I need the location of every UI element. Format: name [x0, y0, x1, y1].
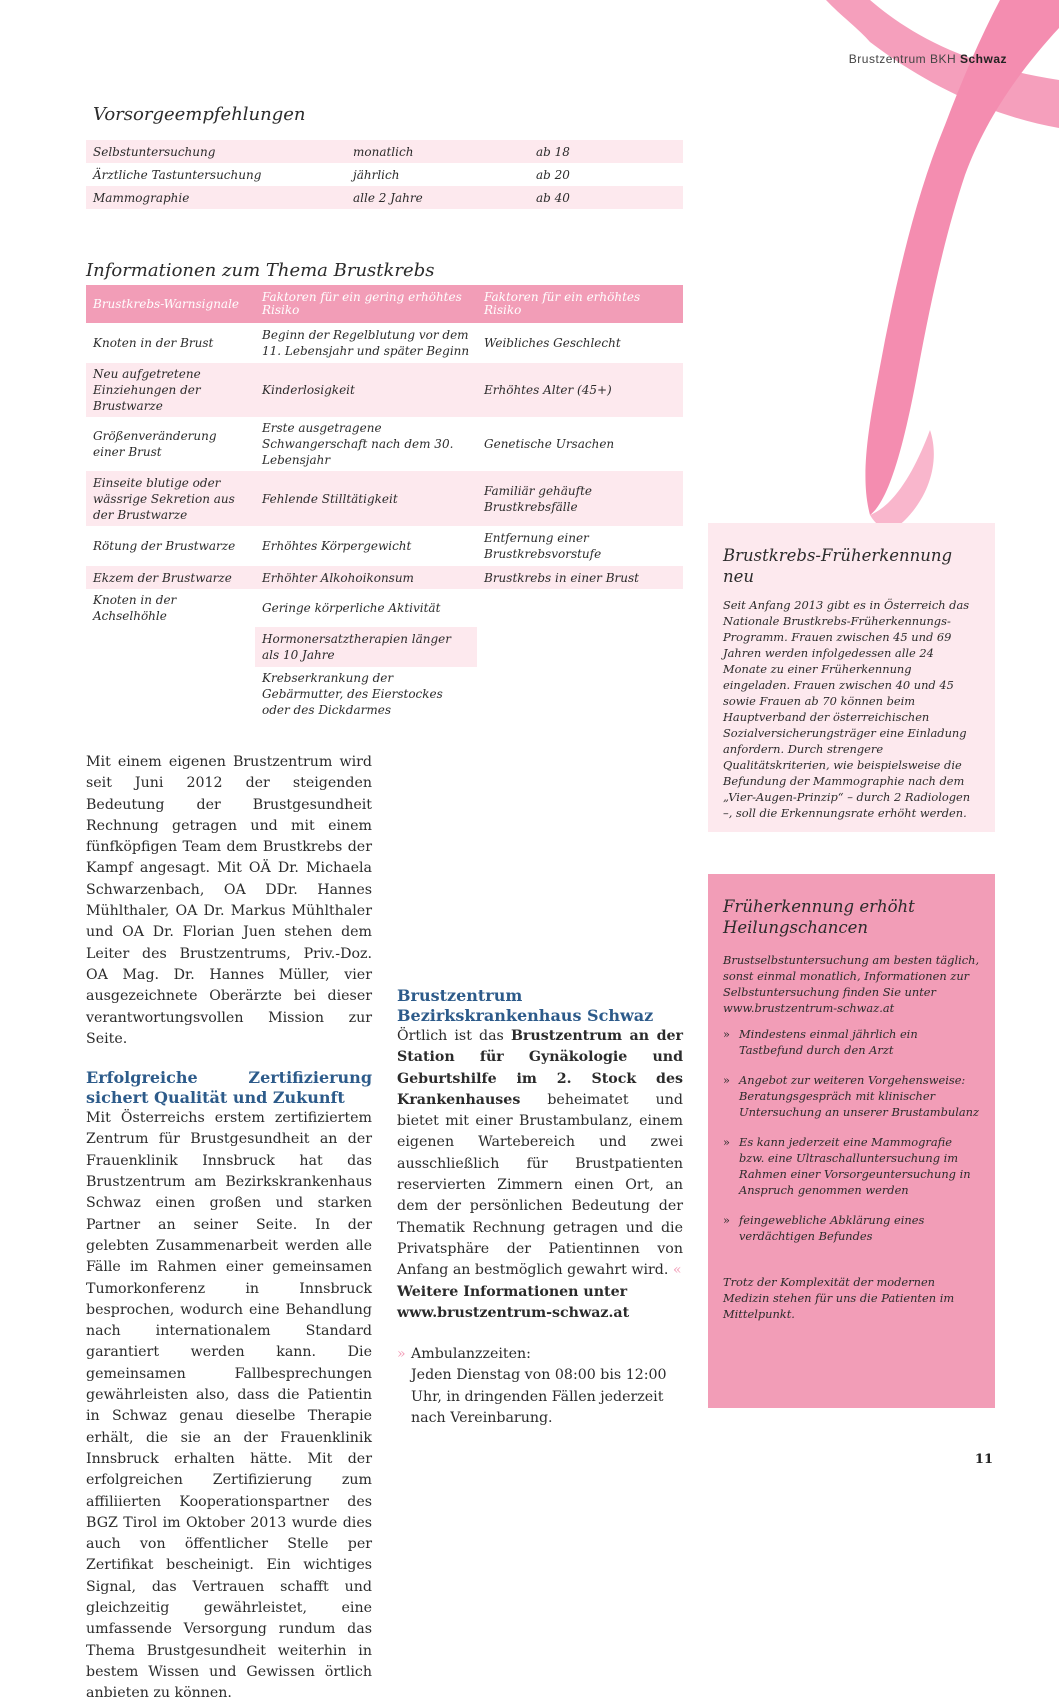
hours-block: [397, 1344, 683, 1429]
table-cell: [477, 667, 683, 721]
table-cell: Rötung der Brustwarze: [93, 539, 236, 553]
table-cell: Hormonersatztherapien länger als 10 Jahre: [255, 627, 477, 667]
box2-bullet: » feingewebliche Abklärung eines verdächtigen Befundes: [723, 1212, 980, 1244]
table-row: [86, 163, 683, 186]
table-row: [86, 186, 683, 209]
more-info-url[interactable]: www.brustzentrum-schwaz.at: [397, 1304, 630, 1321]
table-cell: [477, 627, 683, 667]
table-header: Faktoren für ein erhöhtes Risiko: [477, 285, 683, 323]
info-title: Informationen zum Thema Brustkrebs: [86, 260, 435, 281]
table-cell: Krebserkrankung der Gebärmutter, des Eierstockes oder des Dickdarmes: [262, 671, 443, 717]
table-row: [86, 526, 683, 566]
box1-text: Seit Anfang 2013 gibt es in Österreich das Nationale Brustkrebs-Früherkennungs-Programm. Frauen zwischen 45 und 69 Jahren werden infolgedessen alle 24 Monate zu einer Früherkennung eingeladen. Frauen zwischen 40 und 45 sowie Frauen ab 70 können beim Hauptverband der österreichischen Sozialversicherungsträger eine Einladung anfordern. Durch strengere Qualitätskriterien, wie beispielsweise die Befundung der Mammographie nach dem „Vier-Augen-Prinzip“ – durch 2 Radiologen –, soll die Erkennungsrate erhöht werden.: [723, 598, 971, 820]
box2-bullet: » Mindestens einmal jährlich ein Tastbefund durch den Arzt: [723, 1026, 980, 1058]
table-cell: Familiär gehäufte Brustkrebsfälle: [477, 471, 683, 526]
box2-bullet: » Angebot zur weiteren Vorgehensweise: Beratungsgespräch mit klinischer Untersuchung an unserer Brustambulanz: [723, 1072, 980, 1120]
table-cell: [86, 627, 255, 667]
box2-intro: Brustselbstuntersuchung am besten täglich, sonst einmal monatlich, Informationen zur Selbstuntersuchung finden Sie unter www.brustzentrum-schwaz.at: [723, 953, 980, 1015]
section2-lead: Örtlich ist das: [397, 1028, 504, 1044]
brand-light: Brustzentrum BKH: [848, 52, 957, 66]
table-header-row: [86, 285, 683, 323]
page-number: 11: [974, 1452, 993, 1467]
box1-title: Brustkrebs-Früherkennung neu: [723, 546, 953, 586]
article-column-1: [86, 752, 372, 1702]
table-row: [86, 323, 683, 363]
table-cell: Genetische Ursachen: [484, 437, 615, 451]
vorsorge-title: Vorsorgeempfehlungen: [93, 104, 306, 125]
chevron-right-icon: »: [397, 1346, 406, 1363]
brand-header: [849, 52, 1007, 66]
box2-title: Früherkennung erhöht Heilungschancen: [723, 897, 915, 937]
table-cell: Kinderlosigkeit: [255, 363, 477, 417]
section2-bold: Brustzentrum an der Station für Gynäkologie und Geburtshilfe im 2. Stock des Krankenhauses: [397, 1028, 684, 1108]
table-cell: Einseite blutige oder wässrige Sekretion aus der Brustwarze: [86, 471, 255, 526]
table-cell: Ärztliche Tastuntersuchung: [93, 167, 262, 182]
table-cell: ab 40: [529, 186, 683, 209]
table-cell: Weibliches Geschlecht: [484, 336, 621, 350]
table-cell: Größenveränderung einer Brust: [93, 429, 217, 459]
end-mark: «: [672, 1262, 682, 1279]
table-row: [86, 363, 683, 417]
table-cell: Beginn der Regelblutung vor dem 11. Lebensjahr und später Beginn: [262, 328, 470, 358]
info-table: [86, 285, 683, 721]
table-cell: alle 2 Jahre: [346, 186, 529, 209]
section2-heading: Brustzentrum Bezirkskrankenhaus Schwaz: [397, 986, 654, 1025]
vorsorge-table: [86, 140, 683, 209]
table-cell: Knoten in der Brust: [93, 336, 214, 350]
table-row: [86, 471, 683, 526]
table-cell: monatlich: [346, 140, 529, 163]
table-cell: Neu aufgetretene Einziehungen der Brustwarze: [86, 363, 255, 417]
table-cell: Erhöhtes Körpergewicht: [262, 539, 412, 553]
brand-bold: Schwaz: [959, 52, 1007, 66]
table-cell: [477, 589, 683, 627]
info-box-early-detection: [708, 874, 995, 1408]
section1-text: Mit Österreichs erstem zertifiziertem Zentrum für Brustgesundheit an der Frauenklinik Innsbruck hat das Brustzentrum am Bezirkskrankenhaus Schwaz einen großen und starken Partner an seiner Seite. In der gelebten Zusammenarbeit werden alle Fälle im Rahmen einer gemeinsamen Tumorkonferenz in Innsbruck besprochen, wodurch eine Behandlung nach internationalem Standard garantiert werden kann. Die gemeinsamen Fallbesprechungen gewährleisten also, dass die Patientin in Schwaz genau dieselbe Therapie erhält, die sie an der Frauenklinik Innsbruck erhalten hätte. Mit der erfolgreichen Zertifizierung zum affiliierten Kooperationspartner des BGZ Tirol im Oktober 2013 wurde dies auch von öffentlicher Stelle per Zertifikat bescheinigt. Ein wichtiges Signal, das Vertrauen schafft und gleichzeitig gewährleistet, eine umfassende Versorgung rundum das Thema Brustgesundheit weiterhin in bestem Wissen und Gewissen örtlich anbieten zu können.: [86, 1110, 372, 1702]
article-column-2: [397, 752, 683, 1429]
table-row: [86, 566, 683, 589]
table-cell: Brustkrebs in einer Brust: [477, 566, 683, 589]
table-header: Faktoren für ein gering erhöhtes Risiko: [255, 285, 477, 323]
table-cell: ab 18: [529, 140, 683, 163]
box2-bullet: » Es kann jederzeit eine Mammografie bzw. eine Ultraschalluntersuchung im Rahmen einer Vorsorgeuntersuchung in Anspruch genommen werden: [723, 1134, 980, 1198]
info-box-screening: [708, 523, 995, 832]
table-cell: Fehlende Stilltätigkeit: [255, 471, 477, 526]
section2-body: beheimatet und bietet mit einer Brustambulanz, einem eigenen Wartebereich und zwei ausschließlich für Brustpatienten reservierten Zimmern einen Ort, an dem der persönlichen Bedeutung der Thematik Rechnung getragen und die Privatsphäre der Patientinnen von Anfang an bestmöglich gewahrt wird.: [397, 1091, 683, 1279]
table-cell: Mammographie: [86, 186, 346, 209]
table-cell: ab 20: [536, 167, 570, 182]
table-cell: Geringe körperliche Aktivität: [262, 601, 441, 615]
more-info-label: Weitere Informationen unter: [397, 1283, 628, 1300]
article-intro: Mit einem eigenen Brustzentrum wird seit Juni 2012 der steigenden Bedeutung der Brustgesundheit Rechnung getragen und mit einem fünfköpfigen Team dem Brustkrebs der Kampf angesagt. Mit OÄ Dr. Michaela Schwarzenbach, OA DDr. Hannes Mühlthaler, OA Dr. Markus Mühlthaler und OA Dr. Florian Juen stehen dem Leiter des Brustzentrums, Priv.-Doz. OA Mag. Dr. Hannes Müller, vier ausgezeichnete Oberärzte bei dieser verantwortungsvollen Mission zur Seite.: [86, 754, 372, 1047]
table-row: [86, 589, 683, 627]
table-cell: Erste ausgetragene Schwangerschaft nach dem 30. Lebensjahr: [262, 421, 454, 467]
more-info: [397, 1282, 683, 1325]
section2-text: [397, 1026, 683, 1282]
table-row: [86, 667, 683, 721]
table-cell: Erhöhter Alkohoikonsum: [255, 566, 477, 589]
table-cell: jährlich: [353, 167, 400, 182]
hours-text: Jeden Dienstag von 08:00 bis 12:00 Uhr, in dringenden Fällen jederzeit nach Vereinbarung.: [411, 1367, 667, 1427]
hours-label: Ambulanzzeiten:: [411, 1346, 531, 1363]
table-row: [86, 140, 683, 163]
table-cell: Selbstuntersuchung: [86, 140, 346, 163]
table-cell: [86, 667, 255, 721]
section1-heading: Erfolgreiche Zertifizierung sichert Qualität und Zukunft: [86, 1068, 372, 1108]
table-header: Brustkrebs-Warnsignale: [86, 285, 255, 323]
table-cell: Knoten in der Achselhöhle: [93, 593, 177, 623]
table-cell: Entfernung einer Brustkrebsvorstufe: [484, 531, 602, 561]
table-cell: Erhöhtes Alter (45+): [477, 363, 683, 417]
table-row: [86, 417, 683, 471]
table-row: [86, 627, 683, 667]
table-cell: Ekzem der Brustwarze: [86, 566, 255, 589]
box2-closing: Trotz der Komplexität der modernen Medizin stehen für uns die Patienten im Mittelpunkt.: [723, 1275, 955, 1321]
